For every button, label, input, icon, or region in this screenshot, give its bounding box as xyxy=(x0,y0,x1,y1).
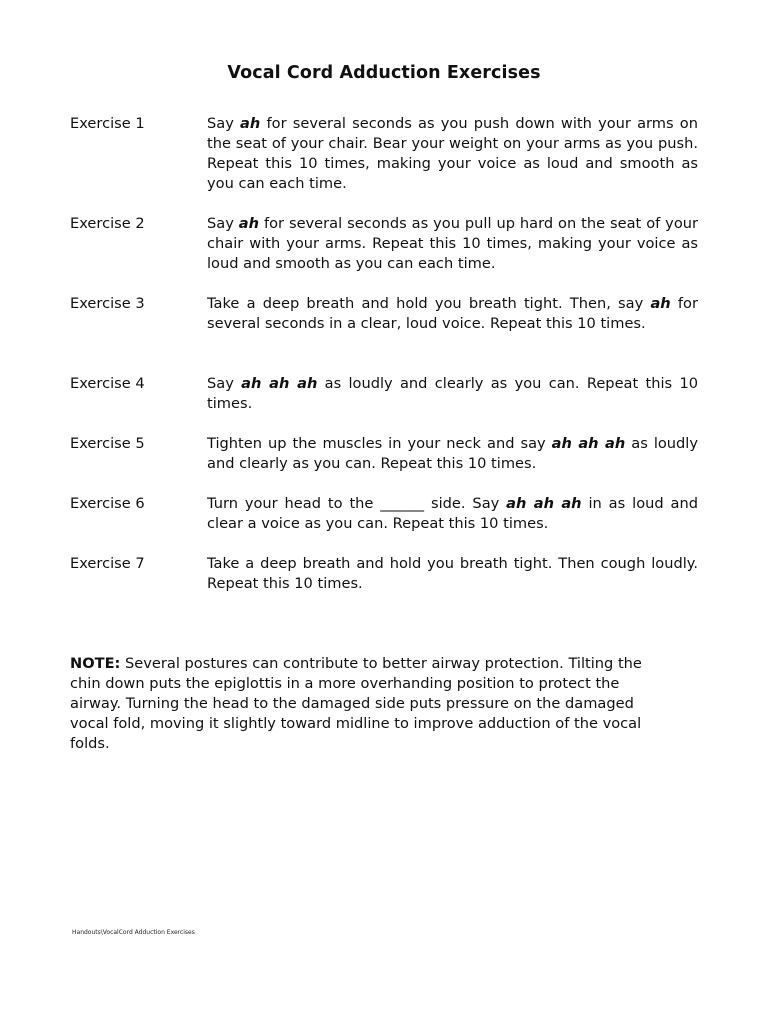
exercise-text: Turn your head to the ______ side. Say ah ah ah in as loud and clear a voice as you can. Repeat this 10 times. xyxy=(207,495,698,532)
exercise-label: Exercise 1 xyxy=(70,115,145,132)
vocal-sound: ah ah ah xyxy=(506,495,582,512)
note-text: Several postures can contribute to better airway protection. Tilting the chin down puts the epiglottis in a more overhanding position to protect the airway. Turning the head to the damaged side puts pressure on the damaged vocal fold, moving it slightly toward midline to improve adduction of the vocal folds. xyxy=(70,655,642,752)
exercise-text: Say ah for several seconds as you push down with your arms on the seat of your chair. Bear your weight on your arms as you push. Repeat this 10 times, making your voice as loud and smooth as you can each time. xyxy=(207,115,698,192)
document-title: Vocal Cord Adduction Exercises xyxy=(227,63,541,83)
exercise-label: Exercise 2 xyxy=(70,215,145,232)
exercise-label: Exercise 7 xyxy=(70,555,145,572)
exercise-label: Exercise 5 xyxy=(70,435,145,452)
exercise-text: Say ah for several seconds as you pull up hard on the seat of your chair with your arms. Repeat this 10 times, making your voice as loud and smooth as you can each time. xyxy=(207,215,699,272)
exercise-text: Take a deep breath and hold you breath tight. Then, say ah for several seconds in a clear, loud voice. Repeat this 10 times. xyxy=(207,295,698,332)
exercise-text: Take a deep breath and hold you breath tight. Then cough loudly. Repeat this 10 times. xyxy=(207,555,698,592)
vocal-sound: ah xyxy=(240,115,261,132)
exercise-text: Tighten up the muscles in your neck and say ah ah ah as loudly and clearly as you can. Repeat this 10 times. xyxy=(207,435,699,472)
vocal-sound: ah ah ah xyxy=(241,375,318,392)
vocal-sound: ah xyxy=(238,215,260,232)
exercise-label: Exercise 6 xyxy=(70,495,145,512)
exercise-text: Say ah ah ah as loudly and clearly as you can. Repeat this 10 times. xyxy=(207,375,699,412)
note-paragraph xyxy=(70,654,670,754)
vocal-sound: ah xyxy=(650,295,671,312)
exercise-label: Exercise 3 xyxy=(70,295,145,312)
vocal-sound: ah ah ah xyxy=(551,435,626,452)
note-label: NOTE: xyxy=(70,655,121,672)
footer-path: Handouts\VocalCord Adduction Exercises xyxy=(72,929,195,936)
exercise-label: Exercise 4 xyxy=(70,375,145,392)
